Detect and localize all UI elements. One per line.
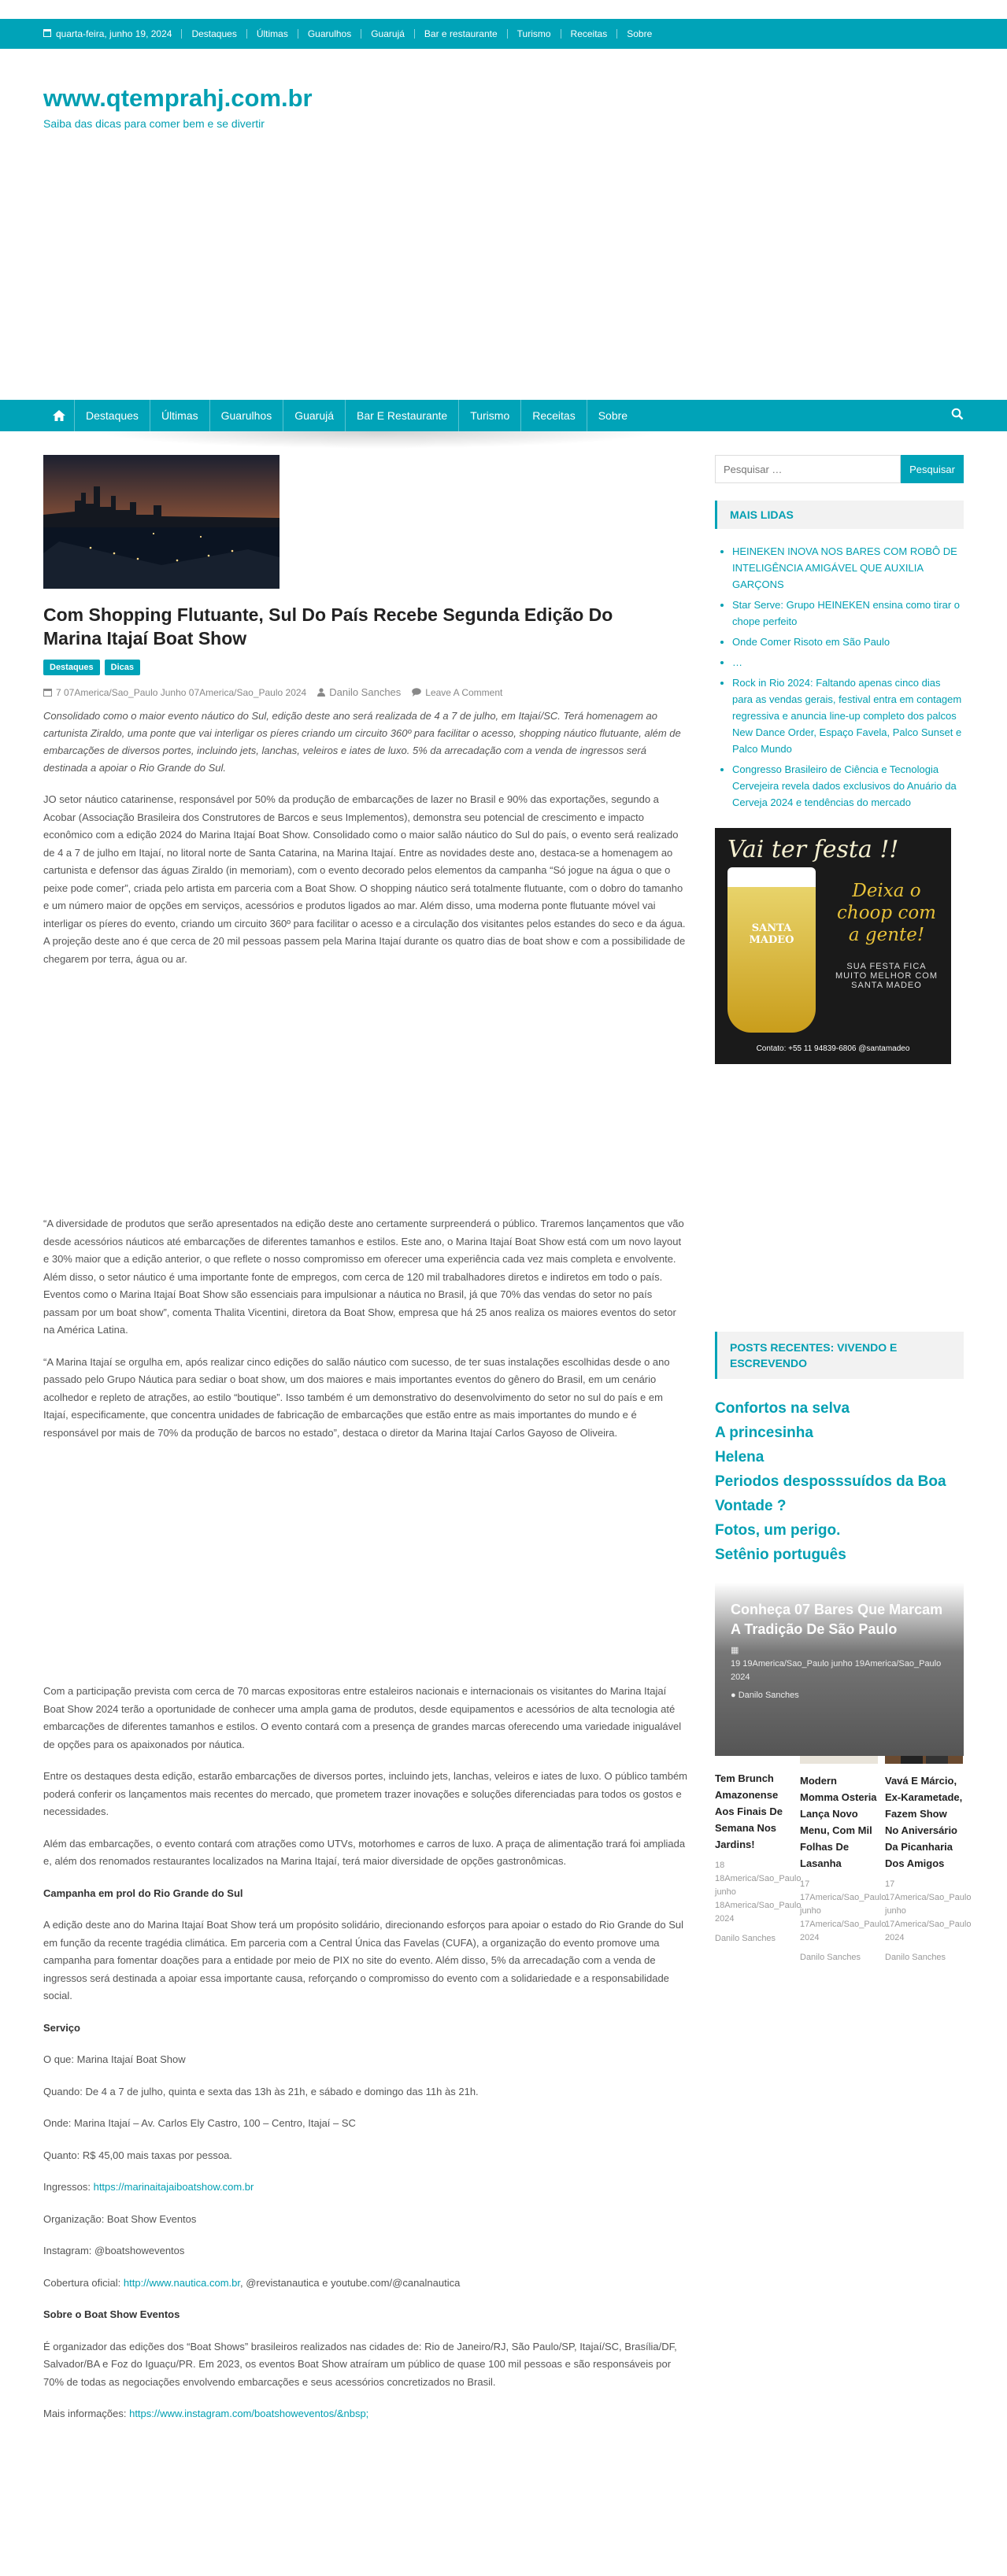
recent-post-link[interactable]: Helena bbox=[715, 1449, 765, 1465]
more-info: Mais informações: https://www.instagram.com/boatshoweventos/&nbsp; bbox=[43, 2408, 369, 2419]
nav-sobre[interactable]: Sobre bbox=[598, 409, 628, 422]
nav-ultimas[interactable]: Últimas bbox=[150, 400, 210, 431]
promo-label: SANTA MADEO bbox=[749, 922, 794, 946]
main-nav bbox=[0, 400, 1007, 431]
most-read-list bbox=[715, 543, 964, 811]
grid-post-date: 18 18America/Sao_Paulo junho 18America/Sao_Paulo 2024 bbox=[715, 1861, 802, 1924]
grid-post-author: Danilo Sanches bbox=[715, 1934, 776, 1943]
paragraph-6: Além das embarcações, o evento contará com atrações como UTVs, motorhomes e carros de luxo. A praça de alimentação trará foi ampliada e, além dos renomados restaurantes localizados na Marina Itajaí, terá maior diversidade de opções gastronômicas. bbox=[43, 1837, 686, 1867]
service-tickets: Ingressos: https://marinaitajaiboatshow.com.br bbox=[43, 2181, 254, 2193]
service-what: O que: Marina Itajaí Boat Show bbox=[43, 2053, 186, 2065]
recent-post-link[interactable]: Periodos desposssuídos da Boa Vontade ? bbox=[715, 1473, 946, 1514]
nav-shadow bbox=[94, 431, 661, 449]
list-item[interactable]: • Congresso Brasileiro de Ciência e Tecnologia Cervejeira revela dados exclusivos do Anuário da Cerveja 2024 e tendências do mercado bbox=[732, 761, 964, 811]
service-org: Organização: Boat Show Eventos bbox=[43, 2212, 197, 2225]
list-item[interactable]: • … bbox=[732, 654, 964, 671]
paragraph-3: “A Marina Itajaí se orgulha em, após realizar cinco edições do salão náutico com sucesso, de ter suas instalações escolhidas desde o ano passado pelo Grupo Náutica para sediar o boat show, um dos maiores e mais importantes eventos do gênero do Brasil, em um cenário acolhedor e repleto de atrações, ao estilo “boutique”. Isso também é um demonstrativo do desenvolvimento do setor no sul do país e em Itajaí, especificamente, que concentra unidades de fabricação de embarcações que estão entre as mais importantes do mundo e é responsável por mais de 70% da produção de barcos no estado”, destaca o diretor da Marina Itajaí Carlos Gayoso de Oliveira. bbox=[43, 1355, 670, 1439]
paragraph-7: A edição deste ano do Marina Itajaí Boat Show terá um propósito solidário, direcionando esforços para apoiar o estado do Rio Grande do Sul em função da recente tragédia climática. Em parceria com a Central Única das Favelas (CUFA), a organização do evento promove uma campanha para fomentar doações para a entidade por meio de PIX no site do evento. Além disso, 5% da arrecadação com a venda de ingressos será destinada a apoiar essa importante causa, reforçando o compromisso do evento com a solidariedade e a responsabilidade social. bbox=[43, 1919, 684, 2001]
post-excerpt: Consolidado como o maior evento náutico do Sul, edição deste ano será realizada de 4 a 7 de julho, em Itajaí/SC. Terá homenagem ao cartunista Ziraldo, uma ponte que vai interligar os píeres criando um circuito 360º para facilitar o acesso, shopping náutico flutuante, além de embarcações de diversos portes, incluindo jets, lanchas, veleiros e iates de luxo. 5% da arrecadação com a venda de ingressos será destinada a apoiar o Rio Grande do Sul. bbox=[43, 710, 681, 774]
service-where: Onde: Marina Itajaí – Av. Carlos Ely Castro, 100 – Centro, Itajaí – SC bbox=[43, 2117, 356, 2129]
user-icon bbox=[317, 688, 325, 697]
nautica-link[interactable]: http://www.nautica.com.br bbox=[123, 2276, 241, 2289]
nav-receitas[interactable]: Receitas bbox=[521, 400, 587, 431]
grid-post-title[interactable]: Tem Brunch Amazonense Aos Finais De Semana Nos Jardins! bbox=[715, 1772, 783, 1850]
top-link-receitas[interactable]: Receitas bbox=[561, 29, 618, 39]
promo-banner[interactable] bbox=[715, 828, 951, 1064]
search-input[interactable] bbox=[715, 455, 901, 483]
nav-guarulhos[interactable]: Guarulhos bbox=[210, 400, 284, 431]
most-read-title: MAIS LIDAS bbox=[715, 501, 964, 529]
post-meta bbox=[43, 686, 687, 698]
recent-post-link[interactable]: Confortos na selva bbox=[715, 1400, 850, 1417]
grid-post-title[interactable]: Modern Momma Osteria Lança Novo Menu, Com Mil Folhas De Lasanha bbox=[800, 1775, 877, 1869]
paragraph-1: JO setor náutico catarinense, responsável por 50% da produção de embarcações de lazer no Brasil e 90% das exportações, segundo a Acobar (Associação Brasileira dos Construtores de Barcos e seus Implementos), demonstra seu potencial de crescimento e impacto econômico com a edição 2024 do Marina Itajaí Boat Show. Consolidado como o maior salão náutico do Sul do país, o evento será realizado de 4 a 7 de julho em Itajaí, no litoral norte de Santa Catarina, na Marina Itajaí. Entre as novidades deste ano, destaca-se a homenagem ao cartunista e defensor das águas Ziraldo (in memoriam), com o evento decorado pelos elementos da campanha “Só jogue na água o que o peixe pode comer”, criada pelo artista em parceria com a Boat Show. O shopping náutico será totalmente flutuante, com o dobro do tamanho e um número maior de opções em serviços, acessórios e produtos ligados ao mar. Além disso, uma moderna ponte flutuante móvel vai interligar os píeres do evento, criando um circuito 360º para facilitar o acesso e a circulação dos visitantes pelos estandes do seco e da água. A projeção deste ano é que cerca de 20 mil pessoas passem pela Marina Itajaí durante os quatro dias de boat show e com a possibilidade de chegarem por terra, água ou ar. bbox=[43, 793, 686, 965]
nav-turismo[interactable]: Turismo bbox=[459, 400, 521, 431]
promo-contact: Contato: +55 11 94839-6806 @santamadeo bbox=[756, 1044, 910, 1053]
featured-post-author: ● Danilo Sanches bbox=[731, 1691, 799, 1700]
search-icon[interactable] bbox=[951, 408, 964, 423]
recent-post-link[interactable]: Setênio português bbox=[715, 1547, 846, 1563]
home-icon[interactable] bbox=[43, 400, 75, 431]
comment-icon bbox=[412, 688, 421, 697]
featured-post-title[interactable]: Conheça 07 Bares Que Marcam A Tradição De São Paulo bbox=[731, 1602, 943, 1637]
sidebar bbox=[715, 455, 972, 1964]
instagram-link[interactable]: https://www.instagram.com/boatshoweventos/&nbsp; bbox=[129, 2408, 369, 2419]
calendar-icon bbox=[43, 29, 51, 37]
category-dicas[interactable]: Dicas bbox=[105, 660, 140, 675]
featured-post-card[interactable] bbox=[715, 1583, 964, 1756]
post-author[interactable]: Danilo Sanches bbox=[329, 686, 402, 698]
top-link-bar[interactable]: Bar e restaurante bbox=[415, 29, 508, 39]
paragraph-8: É organizador das edições dos “Boat Shows” brasileiros realizados nas cidades de: Rio de Janeiro/RJ, São Paulo/SP, Itajaí/SC, Brasília/DF, Salvador/BA e Foz do Iguaçu/PR. Em 2023, os eventos Boat Show atraíram um público de quase 100 mil pessoas e são responsáveis por 70% de todas as negociações envolvendo embarcações e seus acessórios concretizados no Brasil. bbox=[43, 2340, 677, 2388]
top-link-destaques[interactable]: Destaques bbox=[182, 29, 246, 39]
promo-subtext: SUA FESTA FICA MUITO MELHOR COM SANTA MADEO bbox=[835, 962, 939, 990]
recent-post-link[interactable]: Fotos, um perigo. bbox=[715, 1522, 841, 1539]
ad-space bbox=[43, 968, 687, 1201]
top-link-ultimas[interactable]: Últimas bbox=[247, 29, 298, 39]
tickets-link[interactable]: https://marinaitajaiboatshow.com.br bbox=[93, 2181, 254, 2193]
list-item[interactable]: • Onde Comer Risoto em São Paulo bbox=[732, 634, 964, 650]
search-form bbox=[715, 455, 964, 483]
service-coverage: Cobertura oficial: http://www.nautica.com.br, @revistanautica e youtube.com/@canalnautica bbox=[43, 2276, 461, 2289]
site-tagline: Saiba das dicas para comer bem e se divertir bbox=[43, 117, 265, 130]
paragraph-4: Com a participação prevista com cerca de 70 marcas expositoras entre estaleiros nacionais e internacionais os visitantes do Marina Itajaí Boat Show 2024 terão a oportunidade de conhecer uma ampla gama de produtos, desde equipamentos e acessórios de alta tecnologia até embarcações de diferentes tamanhos e estilos. O evento contará com a presença de grandes marcas oferecendo uma variedade inigualável de opções para os apaixonados por náutica. bbox=[43, 1685, 682, 1750]
list-item[interactable]: • Rock in Rio 2024: Faltando apenas cinco dias para as vendas gerais, festival entra em contagem regressiva e anuncia line-up completo dos palcos New Dance Order, Espaço Favela, Palco Sunset e Palco Mundo bbox=[732, 674, 964, 757]
heading-servico: Serviço bbox=[43, 2021, 80, 2034]
top-bar bbox=[0, 19, 1007, 49]
post-categories bbox=[43, 660, 687, 675]
service-instagram: Instagram: @boatshoweventos bbox=[43, 2245, 185, 2256]
nav-bar-restaurante[interactable]: Bar E Restaurante bbox=[346, 400, 459, 431]
site-header bbox=[0, 49, 1007, 130]
service-when: Quando: De 4 a 7 de julho, quinta e sexta das 13h às 21h, e sábado e domingo das 11h às 21h. bbox=[43, 2085, 479, 2097]
site-title[interactable]: www.qtemprahj.com.br bbox=[43, 84, 313, 112]
grid-post-title[interactable]: Vavá E Márcio, Ex-Karametade, Fazem Show No Aniversário Da Picanharia Dos Amigos bbox=[885, 1775, 963, 1869]
promo-headline: Vai ter festa !! bbox=[727, 836, 899, 863]
nav-guaruja[interactable]: Guarujá bbox=[283, 400, 346, 431]
search-button[interactable]: Pesquisar bbox=[901, 455, 964, 483]
heading-sobre: Sobre o Boat Show Eventos bbox=[43, 2308, 180, 2320]
grid-post-author: Danilo Sanches bbox=[885, 1953, 946, 1962]
service-price: Quanto: R$ 45,00 mais taxas por pessoa. bbox=[43, 2149, 232, 2161]
grid-post-date: 17 17America/Sao_Paulo junho 17America/Sao_Paulo 2024 bbox=[885, 1879, 972, 1942]
recent-posts-list bbox=[715, 1396, 964, 1567]
ad-space bbox=[715, 1064, 964, 1314]
list-item[interactable]: • HEINEKEN INOVA NOS BARES COM ROBÔ DE INTELIGÊNCIA AMIGÁVEL QUE AUXILIA GARÇONS bbox=[732, 543, 964, 593]
top-link-guaruja[interactable]: Guarujá bbox=[361, 29, 415, 39]
grid-post-author: Danilo Sanches bbox=[800, 1953, 861, 1962]
posts-grid bbox=[715, 1770, 972, 1964]
calendar-icon bbox=[43, 688, 52, 697]
category-destaques[interactable]: Destaques bbox=[43, 660, 100, 675]
post-date: 7 07America/Sao_Paulo Junho 07America/Sao_Paulo 2024 bbox=[56, 686, 307, 698]
leave-comment-link[interactable]: Leave A Comment bbox=[425, 686, 503, 698]
grid-post[interactable] bbox=[715, 1770, 802, 1964]
featured-post-date: 19 19America/Sao_Paulo junho 19America/Sao_Paulo 2024 bbox=[731, 1659, 942, 1682]
post-title: Com Shopping Flutuante, Sul Do País Recebe Segunda Edição Do Marina Itajaí Boat Show bbox=[43, 604, 613, 649]
heading-campanha: Campanha em prol do Rio Grande do Sul bbox=[43, 1887, 243, 1899]
recent-post-link[interactable]: A princesinha bbox=[715, 1425, 813, 1441]
nav-destaques[interactable]: Destaques bbox=[75, 400, 150, 431]
article bbox=[43, 455, 687, 2423]
paragraph-2: “A diversidade de produtos que serão apresentados na edição deste ano certamente surpreenderá o público. Traremos lançamentos que vão desde acessórios náuticos até embarcações de diferentes tamanhos e estilos. Este ano, o Marina Itajaí Boat Show está com um novo layout e 30% maior que a edição anterior, o que reflete o nosso compromisso em oferecer uma experiência cada vez mais completa e envolvente. Além disso, o setor náutico é uma importante fonte de empregos, com cerca de 120 mil trabalhadores diretos e indiretos em todo o país. Eventos como o Marina Itajaí Boat Show são essenciais para impulsionar a náutica no Brasil, já que 70% das vendas do setor no país passam por um boat show”, comenta Thalita Vicentini, diretora da Boat Show, empresa que há 25 anos realiza os maiores eventos do setor na América Latina. bbox=[43, 1218, 684, 1336]
recent-posts-title: POSTS RECENTES: VIVENDO E ESCREVENDO bbox=[715, 1332, 964, 1379]
calendar-icon: ▦ bbox=[731, 1646, 739, 1655]
grid-post-date: 17 17America/Sao_Paulo junho 17America/Sao_Paulo 2024 bbox=[800, 1879, 887, 1942]
top-link-turismo[interactable]: Turismo bbox=[508, 29, 561, 39]
top-date: quarta-feira, junho 19, 2024 bbox=[43, 29, 182, 39]
featured-image[interactable] bbox=[43, 455, 280, 589]
top-link-sobre[interactable]: Sobre bbox=[627, 28, 653, 39]
beer-glass-image bbox=[727, 867, 816, 1033]
promo-text: Deixa o choop com a gente! bbox=[837, 881, 936, 945]
list-item[interactable]: • Star Serve: Grupo HEINEKEN ensina como tirar o chope perfeito bbox=[732, 597, 964, 630]
ad-space bbox=[43, 1442, 687, 1669]
paragraph-5: Entre os destaques desta edição, estarão embarcações de diversos portes, incluindo jets, lanchas, veleiros e iates de luxo. O público também poderá conferir os lançamentos mais recentes do mercado, que prometem trazer inovações e soluções diferenciadas para todos os gostos e necessidades. bbox=[43, 1770, 688, 1817]
top-link-guarulhos[interactable]: Guarulhos bbox=[298, 29, 361, 39]
